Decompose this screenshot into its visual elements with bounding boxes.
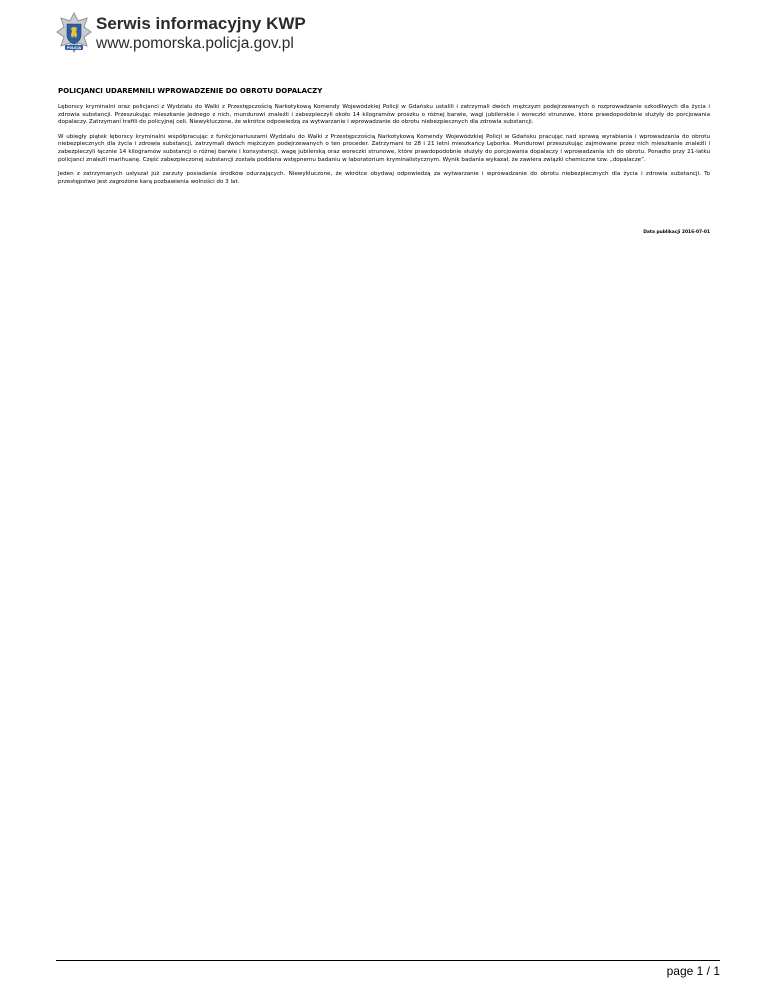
page-number: page 1 / 1 — [666, 964, 720, 978]
article-paragraph: W ubiegły piątek lęborscy kryminalni współpracując z funkcjonariuszami Wydziału do Walki z Przestępczością Narkotykową Komendy Wojewódzkiej Policji w Gdańsku pracując nad sprawą wyrabiania i wprowadzania do obrotu niebezpiecznych dla życia i zdrowia substancji, zatrzymali dwóch mężczyzn podejrzewanych o ten proceder. Zatrzymani to 28 i 21 letni mieszkańcy Lęborka. Mundurowi przeszukując zajmowane przez nich mieszkanie znaleźli i zabezpieczyli łącznie 14 kilogramów substancji o różnej barwie i konsystencji, wagę jubilerską oraz woreczki strunowe, które prawdopodobnie służyły do porcjowania dopalaczy i wprowadzania ich do obrotu. Ponadto przy 21-latku policjanci znaleźli marihuanę. Część zabezpieczonej substancji została poddana wstępnemu badaniu w laboratorium kryminalistycznym. Wynik badania wykazał, że zawiera związki chemiczne tzw. „dopalacze”. — [58, 133, 710, 163]
article-title: POLICJANCI UDAREMNILI WPROWADZENIE DO OBROTU DOPALACZY — [58, 87, 323, 95]
article — [58, 87, 710, 193]
header — [56, 12, 716, 62]
site-url: www.pomorska.policja.gov.pl — [96, 35, 294, 52]
footer-divider — [56, 960, 720, 961]
article-paragraph: Jeden z zatrzymanych usłyszał już zarzuty posiadania środków odurzających. Niewykluczone, że wkrótce obydwaj odpowiedzą za wytwarzanie i wprowadzanie do obrotu niebezpiecznych dla życia i zdrowia substancji. To przestępstwo jest zagrożone karą pozbawienia wolności do 3 lat. — [58, 171, 710, 185]
police-star-logo-icon — [56, 12, 92, 58]
site-title: Serwis informacyjny KWP — [96, 14, 306, 33]
logo-badge-text: POLICJA — [66, 46, 82, 50]
publication-date: Data publikacji 2016-07-01 — [643, 230, 710, 235]
article-paragraph: Lęborscy kryminalni oraz policjanci z Wydziału do Walki z Przestępczością Narkotykową Komendy Wojewódzkiej Policji w Gdańsku ustalili i zatrzymali dwóch mężczyzn podejrzewanych o rozprowadzanie szkodliwych dla życia i zdrowia substancji. Przeszukując mieszkanie jednego z nich, mundurowi znaleźli i zabezpieczyli około 14 kilogramów proszku o różnej barwie, wagi jubilerskie i woreczki strunowe, które prawdopodobnie służyły do porcjowania dopalaczy. Zatrzymani trafili do policyjnej celi. Niewykluczone, że wkrótce odpowiedzą za wytwarzanie i wprowadzanie do obrotu niebezpiecznych dla zdrowia substancji. — [58, 104, 710, 126]
